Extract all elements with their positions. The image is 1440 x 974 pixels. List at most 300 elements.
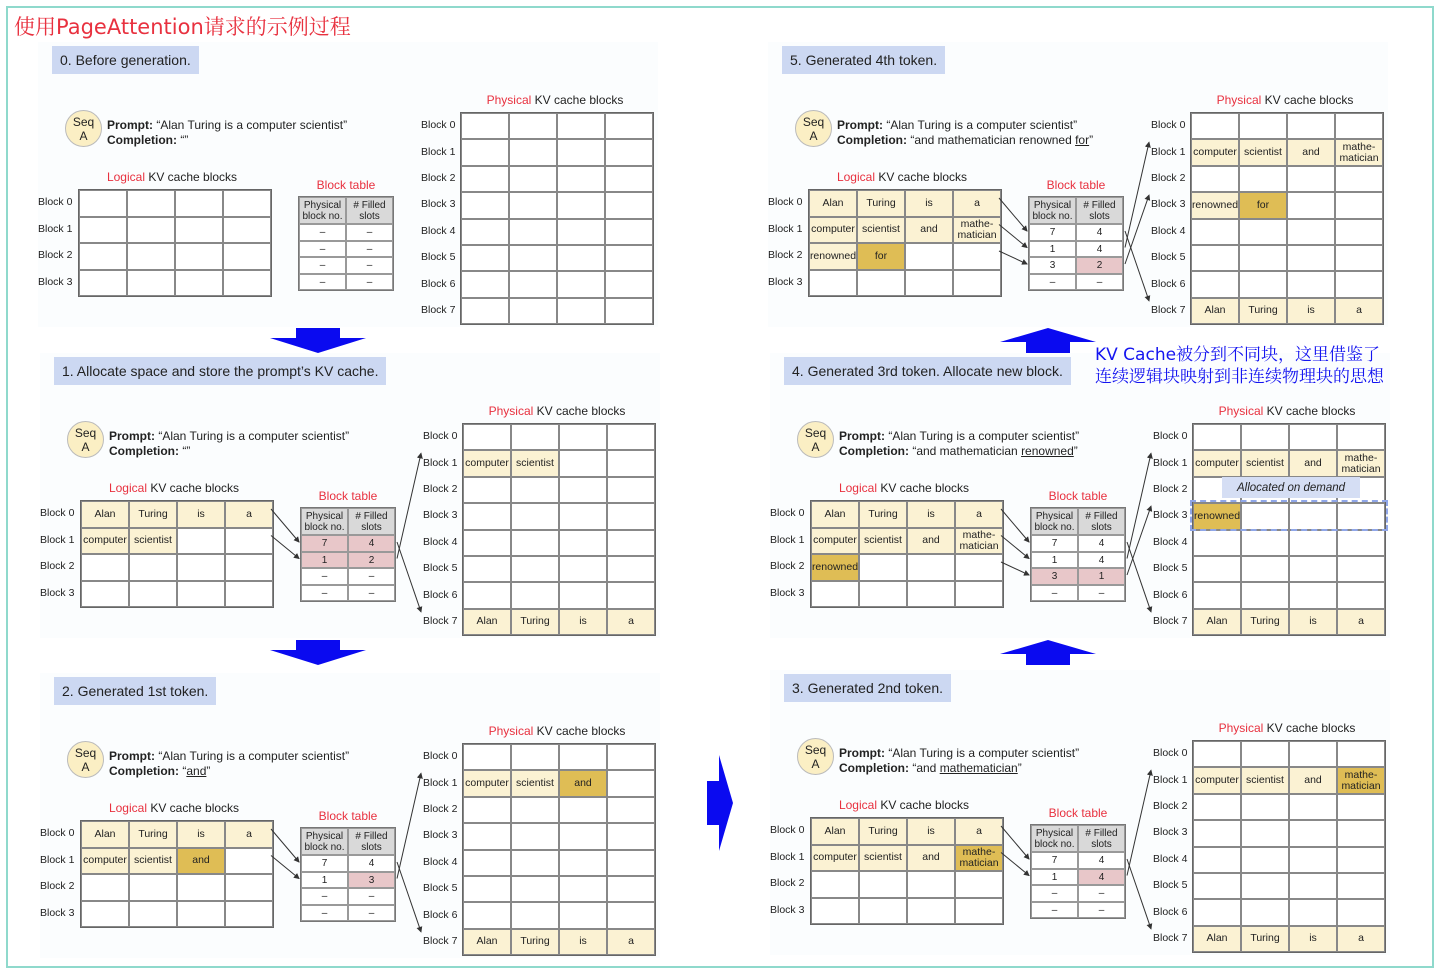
- kv-cell: [559, 850, 607, 876]
- completion-new-token: renowned: [1021, 444, 1074, 458]
- completion-new-token: mathematician: [939, 761, 1018, 775]
- kv-cell: is: [1289, 609, 1337, 635]
- completion-line: [839, 761, 1079, 776]
- kv-cell: a: [607, 929, 655, 955]
- kv-cell: scientist: [859, 845, 907, 872]
- physical-kv-grid: [462, 423, 656, 636]
- table-to-physical-arrow: [397, 773, 421, 878]
- table-cell: –: [348, 585, 395, 602]
- table-to-physical-arrow: [397, 453, 421, 558]
- block-label: Block 1: [768, 222, 803, 235]
- seq-id: A: [811, 757, 820, 771]
- table-cell: 4: [1078, 852, 1125, 869]
- kv-cell: [809, 270, 857, 297]
- kv-cell: [463, 902, 511, 928]
- kv-cell: [1289, 424, 1337, 450]
- block-label: Block 3: [40, 586, 75, 599]
- block-label: Block 4: [1151, 224, 1186, 237]
- kv-word: KV cache blocks: [146, 801, 240, 815]
- kv-cell: [463, 556, 511, 582]
- seq-id: A: [79, 129, 88, 143]
- panel-step-3: [770, 670, 1390, 955]
- block-label: Block 3: [423, 829, 458, 842]
- kv-cell: Alan: [809, 190, 857, 217]
- kv-cell: [461, 245, 509, 271]
- kv-cell: mathe- matician: [1337, 450, 1385, 476]
- seq-label: Seq: [74, 426, 97, 440]
- table-cell: –: [301, 888, 348, 905]
- kv-cell: [511, 902, 559, 928]
- kv-cell: [463, 797, 511, 823]
- kv-cell: scientist: [1239, 139, 1287, 165]
- kv-cell: mathe- matician: [1335, 139, 1383, 165]
- table-cell: 3: [348, 872, 395, 889]
- kv-cell: [557, 166, 605, 192]
- table-cell: 4: [348, 535, 395, 552]
- block-label: Block 2: [1153, 483, 1188, 495]
- kv-cell: computer: [463, 450, 511, 476]
- kv-cell: renowned: [811, 554, 859, 581]
- kv-cell: renowned: [1191, 192, 1239, 218]
- block-label: Block 0: [421, 119, 456, 132]
- kv-cell: [225, 528, 273, 555]
- kv-word: KV cache blocks: [1263, 721, 1356, 735]
- kv-cell: [463, 744, 511, 770]
- kv-cell: [127, 243, 175, 270]
- kv-cell: [557, 219, 605, 245]
- completion-value: “: [179, 764, 187, 778]
- panel-step-4: [770, 353, 1390, 638]
- kv-cell: mathe- matician: [953, 217, 1001, 244]
- block-label: Block 6: [423, 588, 458, 601]
- block-label: Block 2: [423, 803, 458, 815]
- kv-cell: computer: [1193, 767, 1241, 793]
- kv-cell: [1239, 166, 1287, 192]
- physical-label: [1219, 404, 1356, 418]
- prompt-value: “Alan Turing is a computer scientist”: [153, 118, 348, 132]
- kv-cell: scientist: [859, 528, 907, 555]
- kv-cell: [557, 298, 605, 324]
- block-label: Block 2: [38, 249, 73, 262]
- kv-cell: is: [905, 190, 953, 217]
- completion-line: [107, 133, 347, 148]
- block-label: Block 7: [421, 304, 456, 316]
- kv-cell: [607, 503, 655, 529]
- kv-cell: computer: [463, 770, 511, 796]
- kv-cell: [1289, 530, 1337, 556]
- kv-cell: a: [225, 501, 273, 528]
- block-label: Block 3: [40, 906, 75, 919]
- block-label: Block 6: [1153, 905, 1188, 918]
- completion-value: “: [177, 133, 185, 147]
- kv-cell: [607, 797, 655, 823]
- physical-word: Physical: [488, 724, 534, 738]
- physical-kv-grid: [462, 743, 656, 956]
- table-cell: 1: [1031, 552, 1078, 569]
- panel-step-1: [40, 353, 660, 638]
- table-cell: 4: [1078, 535, 1125, 552]
- completion-value: “: [179, 444, 187, 458]
- table-cell: –: [299, 274, 346, 291]
- kv-cell: and: [907, 528, 955, 555]
- kv-cell: [1287, 166, 1335, 192]
- completion-line: [837, 133, 1093, 148]
- kv-cell: [605, 192, 653, 218]
- kv-cell: [79, 190, 127, 217]
- block-label: Block 1: [423, 776, 458, 789]
- block-label: Block 5: [1153, 562, 1188, 575]
- kv-cell: [559, 582, 607, 608]
- kv-cell: [559, 530, 607, 556]
- prompt-label: Prompt:: [837, 118, 883, 132]
- completion-close: ”: [1017, 761, 1022, 775]
- kv-cell: [559, 424, 607, 450]
- kv-cell: [225, 848, 273, 875]
- sequence-badge: [67, 421, 104, 458]
- kv-cell: [1241, 794, 1289, 820]
- kv-cell: scientist: [129, 848, 177, 875]
- prompt-value: “Alan Turing is a computer scientist”: [155, 429, 350, 443]
- kv-cell: [907, 871, 955, 898]
- physical-kv-grid: [460, 112, 654, 325]
- logical-word: Logical: [836, 170, 875, 184]
- prompt-line: [107, 118, 347, 133]
- kv-cell: scientist: [511, 450, 559, 476]
- kv-cell: [509, 192, 557, 218]
- kv-cell: and: [177, 848, 225, 875]
- table-cell: –: [301, 585, 348, 602]
- kv-word: KV cache blocks: [146, 481, 240, 495]
- kv-cell: [955, 554, 1003, 581]
- kv-cell: [1289, 582, 1337, 608]
- kv-cell: [1241, 741, 1289, 767]
- kv-cell: [1241, 847, 1289, 873]
- logical-word: Logical: [108, 801, 147, 815]
- completion-close: ”: [184, 133, 189, 147]
- table-cell: 7: [301, 535, 348, 552]
- completion-value: “and mathematician renowned: [907, 133, 1076, 147]
- kv-cell: Alan: [811, 501, 859, 528]
- table-cell: 4: [1078, 869, 1125, 886]
- block-label: Block 0: [423, 430, 458, 443]
- logical-kv-grid: [808, 189, 1002, 297]
- logical-label: [109, 481, 239, 495]
- kv-cell: [81, 581, 129, 608]
- kv-cell: [1337, 847, 1385, 873]
- logical-to-table-arrow: [271, 536, 299, 559]
- block-label: Block 5: [423, 882, 458, 895]
- kv-cell: [175, 190, 223, 217]
- physical-kv-grid: [1190, 112, 1384, 325]
- kv-cell: [1241, 899, 1289, 925]
- kv-cell: [1335, 219, 1383, 245]
- table-cell: –: [1078, 885, 1125, 902]
- note-line-2: 连续逻辑块映射到非连续物理块的思想: [1095, 367, 1384, 387]
- physical-word: Physical: [1218, 404, 1264, 418]
- kv-cell: [461, 113, 509, 139]
- kv-cell: [605, 271, 653, 297]
- kv-cell: [559, 556, 607, 582]
- kv-cell: [1193, 873, 1241, 899]
- kv-cell: [1289, 847, 1337, 873]
- kv-cell: [225, 581, 273, 608]
- table-cell: –: [346, 241, 393, 258]
- kv-cell: [1239, 245, 1287, 271]
- block-label: Block 1: [423, 456, 458, 469]
- kv-cell: [79, 270, 127, 297]
- kv-cell: [223, 190, 271, 217]
- kv-cell: [607, 850, 655, 876]
- logical-kv-grid: [80, 820, 274, 928]
- block-table-label: Block table: [1048, 806, 1108, 820]
- block-label: Block 1: [38, 222, 73, 235]
- kv-cell: Alan: [1193, 926, 1241, 952]
- kv-cell: [1289, 873, 1337, 899]
- kv-cell: [1289, 556, 1337, 582]
- block-label: Block 2: [770, 560, 805, 573]
- kv-cell: computer: [811, 528, 859, 555]
- physical-label: [489, 404, 626, 418]
- kv-cell: [607, 450, 655, 476]
- kv-cell: [557, 139, 605, 165]
- table-cell: –: [346, 274, 393, 291]
- logical-to-table-arrow: [271, 829, 299, 862]
- logical-to-table-arrow: [271, 856, 299, 879]
- kv-cell: is: [177, 501, 225, 528]
- table-cell: –: [1078, 585, 1125, 602]
- table-cell: –: [301, 568, 348, 585]
- kv-cell: [461, 139, 509, 165]
- kv-cell: [607, 556, 655, 582]
- table-cell: 4: [1078, 552, 1125, 569]
- kv-cell: is: [1287, 298, 1335, 324]
- kv-cell: [607, 744, 655, 770]
- kv-cell: [1241, 582, 1289, 608]
- kv-cell: [225, 901, 273, 928]
- table-header: # Filled slots: [1078, 508, 1125, 535]
- prompt-label: Prompt:: [109, 749, 155, 763]
- kv-cell: [1289, 741, 1337, 767]
- table-to-physical-arrow: [1127, 453, 1151, 558]
- kv-cell: [907, 581, 955, 608]
- kv-cell: [463, 876, 511, 902]
- prompt-line: [109, 429, 349, 444]
- block-label: Block 3: [770, 903, 805, 916]
- kv-cell: [557, 192, 605, 218]
- prompt-value: “Alan Turing is a computer scientist”: [155, 749, 350, 763]
- logical-kv-grid: [78, 189, 272, 297]
- kv-word: KV cache blocks: [531, 93, 624, 107]
- kv-cell: [859, 554, 907, 581]
- kv-cell: [461, 166, 509, 192]
- completion-line: [109, 764, 349, 779]
- kv-cell: [605, 139, 653, 165]
- kv-cell: [511, 876, 559, 902]
- completion-value: “and: [909, 761, 940, 775]
- block-label: Block 3: [38, 275, 73, 288]
- kv-cell: a: [1335, 298, 1383, 324]
- prompt-text: [107, 118, 347, 148]
- kv-cell: [1289, 899, 1337, 925]
- block-label: Block 7: [1151, 304, 1186, 316]
- table-cell: 7: [1029, 224, 1076, 241]
- table-to-physical-arrow: [397, 542, 421, 612]
- kv-cell: is: [1289, 926, 1337, 952]
- seq-label: Seq: [804, 426, 827, 440]
- kv-cell: [81, 554, 129, 581]
- logical-label: [109, 801, 239, 815]
- kv-cell: [225, 874, 273, 901]
- kv-cell: [81, 874, 129, 901]
- kv-cell: [511, 797, 559, 823]
- prompt-text: [109, 749, 349, 779]
- block-label: Block 0: [1151, 119, 1186, 132]
- kv-cell: [1193, 556, 1241, 582]
- physical-word: Physical: [486, 93, 532, 107]
- kv-cell: [1193, 899, 1241, 925]
- kv-cell: [1287, 271, 1335, 297]
- kv-cell: [511, 503, 559, 529]
- completion-label: Completion:: [839, 444, 909, 458]
- kv-cell: [509, 139, 557, 165]
- kv-cell: Turing: [1241, 609, 1289, 635]
- block-label: Block 0: [1153, 747, 1188, 760]
- kv-cell: [129, 581, 177, 608]
- kv-word: KV cache blocks: [1261, 93, 1354, 107]
- kv-cell: [1287, 219, 1335, 245]
- table-cell: 2: [348, 552, 395, 569]
- kv-word: KV cache blocks: [1263, 404, 1356, 418]
- kv-cell: [509, 298, 557, 324]
- up-arrow-icon: [1000, 328, 1096, 353]
- kv-cell: [223, 243, 271, 270]
- kv-cell: [509, 271, 557, 297]
- table-cell: –: [1078, 902, 1125, 919]
- table-to-physical-arrow: [1125, 231, 1149, 301]
- block-label: Block 2: [421, 172, 456, 184]
- dashed-allocation-box: [1190, 500, 1388, 531]
- kv-cell: [177, 581, 225, 608]
- kv-cell: [607, 477, 655, 503]
- block-table-label: Block table: [1046, 178, 1106, 192]
- kv-cell: is: [559, 929, 607, 955]
- kv-cell: [1287, 113, 1335, 139]
- kv-cell: Turing: [857, 190, 905, 217]
- kv-cell: Alan: [463, 609, 511, 635]
- kv-cell: scientist: [129, 528, 177, 555]
- block-label: Block 1: [770, 533, 805, 546]
- step-title: 4. Generated 3rd token. Allocate new block.: [784, 357, 1071, 385]
- sequence-badge: [797, 421, 834, 458]
- kv-cell: renowned: [1193, 503, 1241, 529]
- kv-cell: [557, 245, 605, 271]
- table-cell: –: [301, 905, 348, 922]
- prompt-text: [109, 429, 349, 459]
- completion-close: ”: [186, 444, 191, 458]
- physical-kv-grid: [1192, 740, 1386, 953]
- kv-cell: [1337, 741, 1385, 767]
- completion-label: Completion:: [107, 133, 177, 147]
- block-label: Block 3: [423, 509, 458, 522]
- block-label: Block 1: [770, 850, 805, 863]
- kv-cell: Turing: [511, 929, 559, 955]
- kv-cell: [1193, 794, 1241, 820]
- block-label: Block 4: [423, 535, 458, 548]
- kv-cell: [127, 190, 175, 217]
- kv-cell: [605, 298, 653, 324]
- block-label: Block 2: [40, 880, 75, 893]
- kv-cell: Turing: [129, 821, 177, 848]
- kv-cell: [1193, 820, 1241, 846]
- block-label: Block 2: [1151, 172, 1186, 184]
- kv-cell: [1337, 556, 1385, 582]
- table-cell: 1: [1031, 869, 1078, 886]
- logical-label: [837, 170, 967, 184]
- block-label: Block 4: [1153, 535, 1188, 548]
- kv-cell: [463, 503, 511, 529]
- kv-cell: [461, 219, 509, 245]
- table-cell: 1: [1029, 241, 1076, 258]
- seq-label: Seq: [74, 746, 97, 760]
- kv-cell: [1191, 271, 1239, 297]
- kv-cell: [225, 554, 273, 581]
- kv-cell: is: [559, 609, 607, 635]
- kv-cell: [1337, 873, 1385, 899]
- kv-cell: Alan: [811, 818, 859, 845]
- table-header: Physical block no.: [1031, 825, 1078, 852]
- kv-cell: [511, 477, 559, 503]
- kv-cell: Alan: [81, 501, 129, 528]
- kv-cell: [607, 770, 655, 796]
- table-to-physical-arrow: [397, 862, 421, 932]
- kv-cell: [463, 477, 511, 503]
- logical-to-table-arrow: [1001, 536, 1029, 559]
- kv-cell: [1191, 166, 1239, 192]
- page-title: 使用PageAttention请求的示例过程: [14, 15, 351, 39]
- kv-cell: [461, 271, 509, 297]
- block-table: [300, 827, 396, 922]
- table-header: # Filled slots: [348, 828, 395, 855]
- block-table-label: Block table: [318, 489, 378, 503]
- table-cell: 1: [301, 552, 348, 569]
- kv-cell: [1193, 530, 1241, 556]
- kv-cell: [559, 797, 607, 823]
- kv-cell: [223, 217, 271, 244]
- block-label: Block 3: [1151, 198, 1186, 211]
- block-label: Block 4: [421, 224, 456, 237]
- table-cell: 4: [1076, 224, 1123, 241]
- physical-label: [489, 724, 626, 738]
- table-cell: 2: [1076, 257, 1123, 274]
- kv-cell: [511, 823, 559, 849]
- completion-label: Completion:: [109, 764, 179, 778]
- table-header: # Filled slots: [1078, 825, 1125, 852]
- kv-cell: [559, 503, 607, 529]
- kv-cell: computer: [81, 528, 129, 555]
- kv-cell: [463, 424, 511, 450]
- kv-cell: a: [225, 821, 273, 848]
- table-to-physical-arrow: [1125, 142, 1149, 247]
- kv-cell: [1287, 192, 1335, 218]
- kv-cell: and: [907, 845, 955, 872]
- kv-cell: Turing: [859, 818, 907, 845]
- prompt-label: Prompt:: [109, 429, 155, 443]
- kv-cell: [463, 850, 511, 876]
- table-cell: –: [299, 257, 346, 274]
- completion-line: [839, 444, 1079, 459]
- kv-word: KV cache blocks: [874, 170, 968, 184]
- step-title: 1. Allocate space and store the prompt’s KV cache.: [54, 357, 386, 385]
